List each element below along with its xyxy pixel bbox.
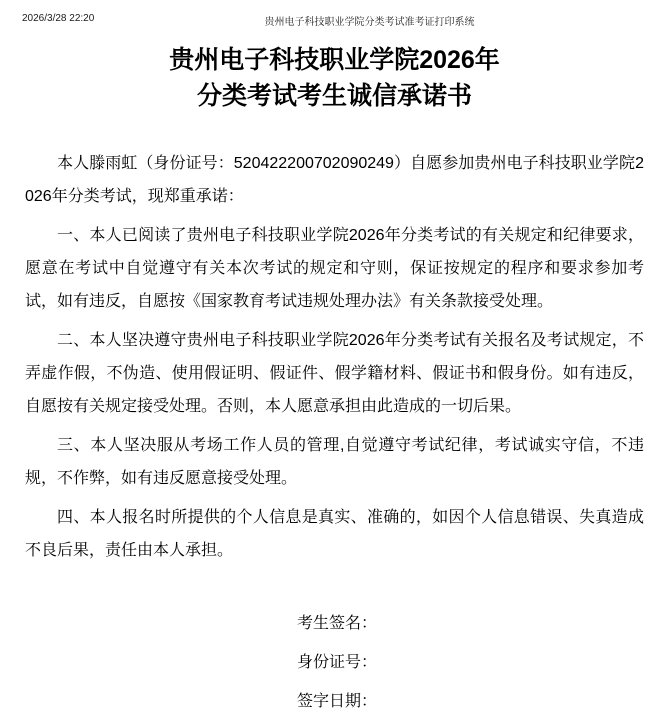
candidate-name: 滕雨虹 xyxy=(89,155,138,172)
print-datetime: 2026/3/28 22:20 xyxy=(22,13,95,24)
document-title xyxy=(25,42,644,114)
signature-block xyxy=(297,607,644,718)
clause-paragraph-4: 四、本人报名时所提供的个人信息是真实、准确的，如因个人信息错误、失真造成不良后果，责任由本人承担。 xyxy=(25,509,644,559)
intro-paragraph xyxy=(25,147,644,213)
print-system-title: 贵州电子科技职业学院分类考试准考证打印系统 xyxy=(264,17,475,28)
document-title-line1: 贵州电子科技职业学院2026年 xyxy=(169,46,500,74)
intro-prefix: 本人 xyxy=(57,155,90,172)
signature-name-label: 考生签名： xyxy=(297,615,378,632)
candidate-id-number: 520422200702090249 xyxy=(233,155,394,172)
print-header xyxy=(0,13,669,27)
clause-paragraph-1: 一、本人已阅读了贵州电子科技职业学院2026年分类考试的有关规定和纪律要求，愿意在考试中自觉遵守有关本次考试的规定和守则，保证按规定的程序和要求参加考试，如有违反，自愿按《国家教育考试违规处理办法》有关条款接受处理。 xyxy=(25,227,644,310)
clause-paragraph-2: 二、本人坚决遵守贵州电子科技职业学院2026年分类考试有关报名及考试规定，不弄虚作假，不伪造、使用假证明、假证件、假学籍材料、假证书和假身份。如有违反，自愿按有关规定接受处理。否则，本人愿意承担由此造成的一切后果。 xyxy=(25,332,644,415)
signature-date-label: 签字日期： xyxy=(297,693,378,710)
intro-id-label: （身份证号： xyxy=(137,155,234,172)
signature-id-label: 身份证号： xyxy=(297,654,378,671)
clause-paragraph-3: 三、本人坚决服从考场工作人员的管理,自觉遵守考试纪律，考试诚实守信，不违规，不作弊，如有违反愿意接受处理。 xyxy=(25,437,644,487)
document-title-line2: 分类考试考生诚信承诺书 xyxy=(196,82,472,110)
intro-suffix: ）自愿参加贵州电子科技职业学院2026年分类考试，现郑重承诺： xyxy=(25,155,644,205)
